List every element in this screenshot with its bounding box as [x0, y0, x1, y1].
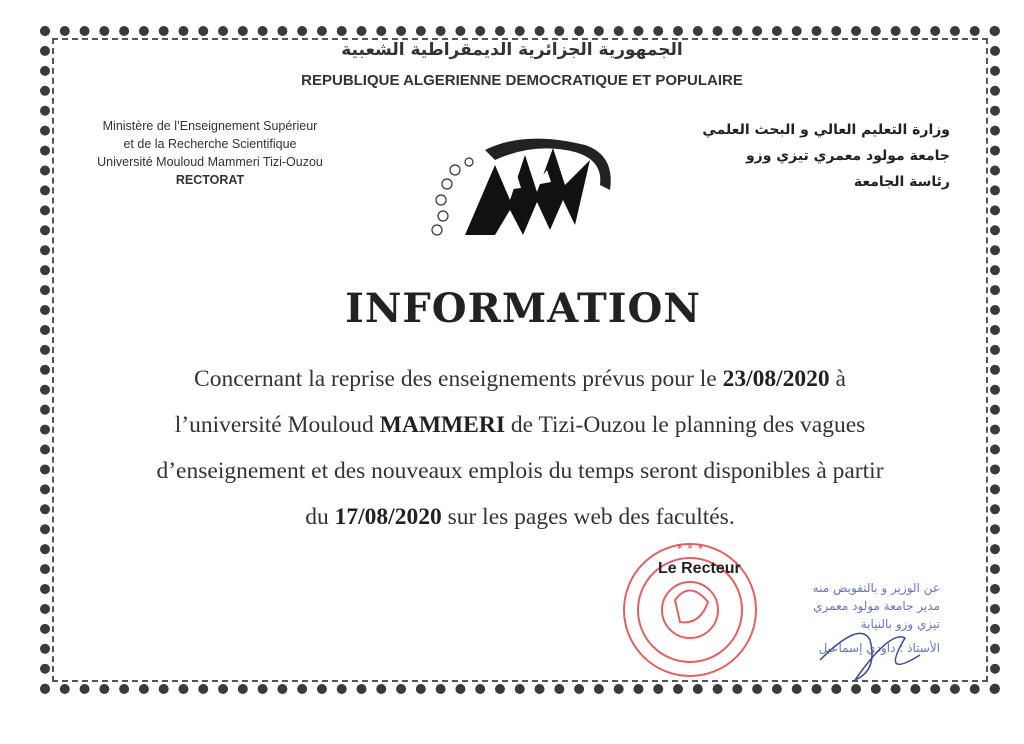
french-republic-header: REPUBLIQUE ALGERIENNE DEMOCRATIQUE ET POPULAIRE [301, 72, 743, 89]
ministry-line-ar: وزارة التعليم العالي و البحث العلمي [702, 122, 950, 138]
body-text: Concernant la reprise des enseignements prévus pour le [194, 366, 723, 392]
signer-title: Le Recteur [658, 560, 741, 577]
university-surname: MAMMERI [379, 412, 505, 438]
svg-text:✶ ✶ ✶: ✶ ✶ ✶ [675, 543, 705, 553]
body-text: l’université Mouloud [174, 412, 380, 438]
date-availability: 17/08/2020 [334, 504, 442, 530]
university-name: Université Mouloud Mammeri Tizi-Ouzou [97, 155, 323, 169]
stamp-line: عن الوزير و بالتفويض منه [812, 581, 940, 595]
body-text: sur les pages web des facultés. [441, 504, 735, 530]
stamp-line: الأستاذ : داودي إسماعيل [818, 641, 940, 655]
ministry-block-fr [60, 117, 360, 189]
stamp-line: تيزي وزو بالنيابة [860, 617, 940, 631]
body-line [100, 356, 940, 402]
body-text: de Tizi-Ouzou le planning des vagues [504, 412, 866, 438]
university-logo [425, 130, 625, 240]
ministry-line: Ministère de l’Enseignement Supérieur [102, 119, 318, 133]
body-line: d’enseignement et des nouveaux emplois du temps seront disponibles à partir [156, 458, 884, 484]
date-resumption: 23/08/2020 [722, 366, 830, 392]
ministry-block-ar [690, 117, 950, 195]
body-text: du [305, 504, 335, 530]
arabic-republic-header: الجمهورية الجزائرية الديمقراطية الشعبية [341, 40, 683, 60]
stamp-line: مدير جامعة مولود معمري [813, 599, 940, 613]
body-text: à [829, 366, 846, 392]
official-stamp [620, 530, 950, 720]
rectorat-label-ar: رئاسة الجامعة [853, 174, 950, 190]
document-title: INFORMATION [345, 285, 701, 332]
body-line [100, 402, 940, 448]
ministry-line: et de la Recherche Scientifique [123, 137, 297, 151]
university-name-ar: جامعة مولود معمري تيزي وزو [745, 148, 950, 164]
rectorat-label: RECTORAT [175, 173, 245, 187]
information-body [100, 356, 940, 540]
